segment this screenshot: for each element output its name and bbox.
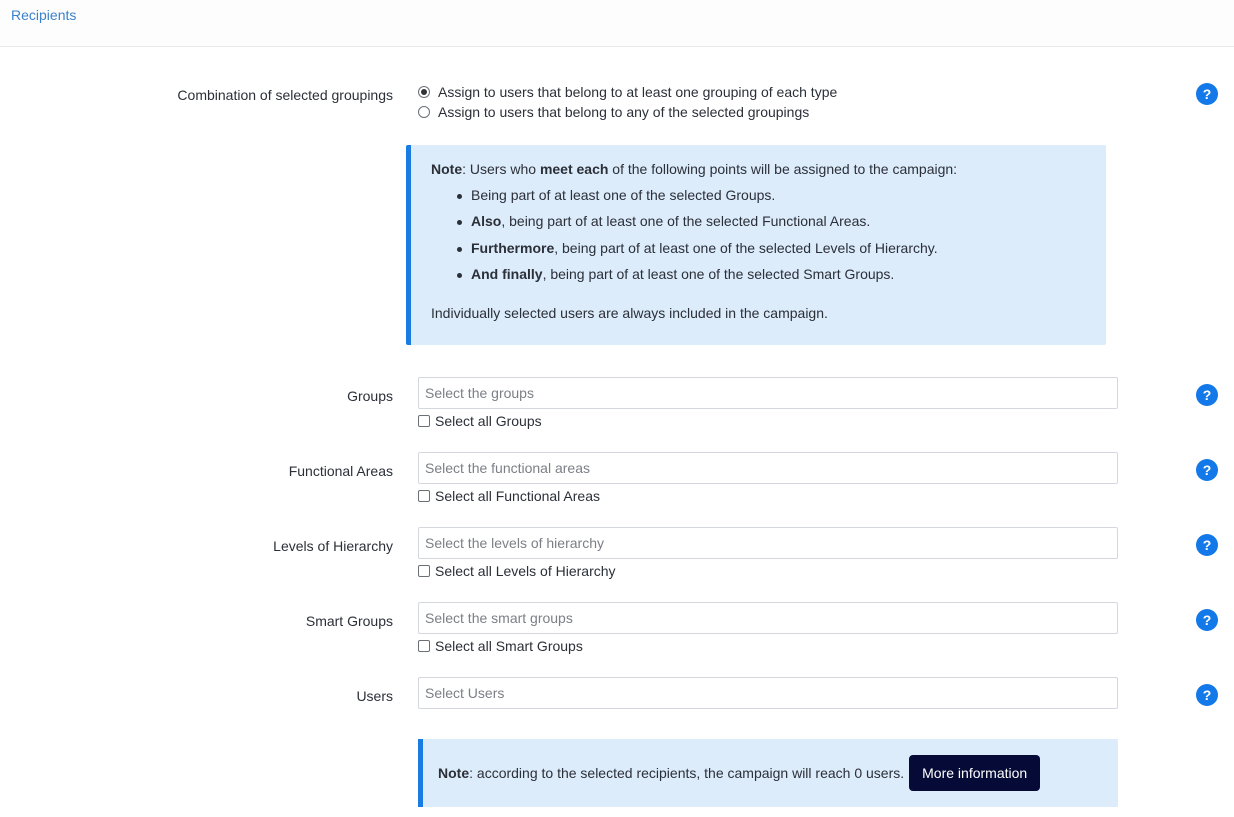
page-header <box>0 0 1234 47</box>
select-all-groups[interactable]: Select all Groups <box>418 413 542 429</box>
note-footer: Individually selected users are always included in the campaign. <box>431 305 828 321</box>
users-select[interactable]: Select Users <box>418 677 1118 709</box>
select-all-levels[interactable]: Select all Levels of Hierarchy <box>418 563 616 579</box>
functional-areas-label: Functional Areas <box>288 463 393 479</box>
users-label: Users <box>356 688 393 704</box>
checkbox[interactable] <box>418 415 430 427</box>
note-bullet: And finally , being part of at least one of the selected Smart Groups. <box>471 266 895 282</box>
checkbox[interactable] <box>418 640 430 652</box>
functional-areas-select[interactable]: Select the functional areas <box>418 452 1118 484</box>
help-icon[interactable]: ? <box>1196 384 1218 406</box>
smart-groups-label: Smart Groups <box>305 613 393 629</box>
help-icon[interactable]: ? <box>1196 684 1218 706</box>
checkbox[interactable] <box>418 490 430 502</box>
reach-note <box>418 739 1118 807</box>
radio-option-any[interactable] <box>418 104 809 120</box>
levels-select[interactable]: Select the levels of hierarchy <box>418 527 1118 559</box>
radio-option-label: Assign to users that belong to at least one grouping of each type <box>438 84 838 100</box>
note-prefix: Note <box>438 765 470 781</box>
note-bullet: Also , being part of at least one of the selected Functional Areas. <box>471 213 871 229</box>
note-prefix: Note <box>431 161 463 177</box>
help-icon[interactable]: ? <box>1196 459 1218 481</box>
note-bullet: Being part of at least one of the selected Groups. <box>471 187 776 203</box>
select-all-functional-areas[interactable]: Select all Functional Areas <box>418 488 600 504</box>
radio-button[interactable] <box>418 106 430 118</box>
info-note <box>406 145 1106 345</box>
radio-button-selected[interactable] <box>418 86 430 98</box>
checkbox[interactable] <box>418 565 430 577</box>
groups-label: Groups <box>347 388 393 404</box>
smart-groups-select[interactable]: Select the smart groups <box>418 602 1118 634</box>
help-icon[interactable]: ? <box>1196 609 1218 631</box>
help-icon[interactable]: ? <box>1196 83 1218 105</box>
radio-option-label: Assign to users that belong to any of the selected groupings <box>438 104 810 120</box>
radio-option-each-type[interactable] <box>418 84 837 100</box>
note-intro: Note: Users who meet each of the following points will be assigned to the campaign: <box>431 161 958 177</box>
combination-label: Combination of selected groupings <box>177 87 393 103</box>
help-icon[interactable]: ? <box>1196 534 1218 556</box>
more-information-button[interactable]: More information <box>909 755 1040 791</box>
select-all-smart-groups[interactable]: Select all Smart Groups <box>418 638 583 654</box>
reach-note-text: : according to the selected recipients, the campaign will reach 0 users. <box>469 765 905 781</box>
note-bullet: Furthermore , being part of at least one of the selected Levels of Hierarchy. <box>471 240 938 256</box>
section-title: Recipients <box>11 7 77 23</box>
levels-label: Levels of Hierarchy <box>273 538 393 554</box>
groups-select[interactable]: Select the groups <box>418 377 1118 409</box>
